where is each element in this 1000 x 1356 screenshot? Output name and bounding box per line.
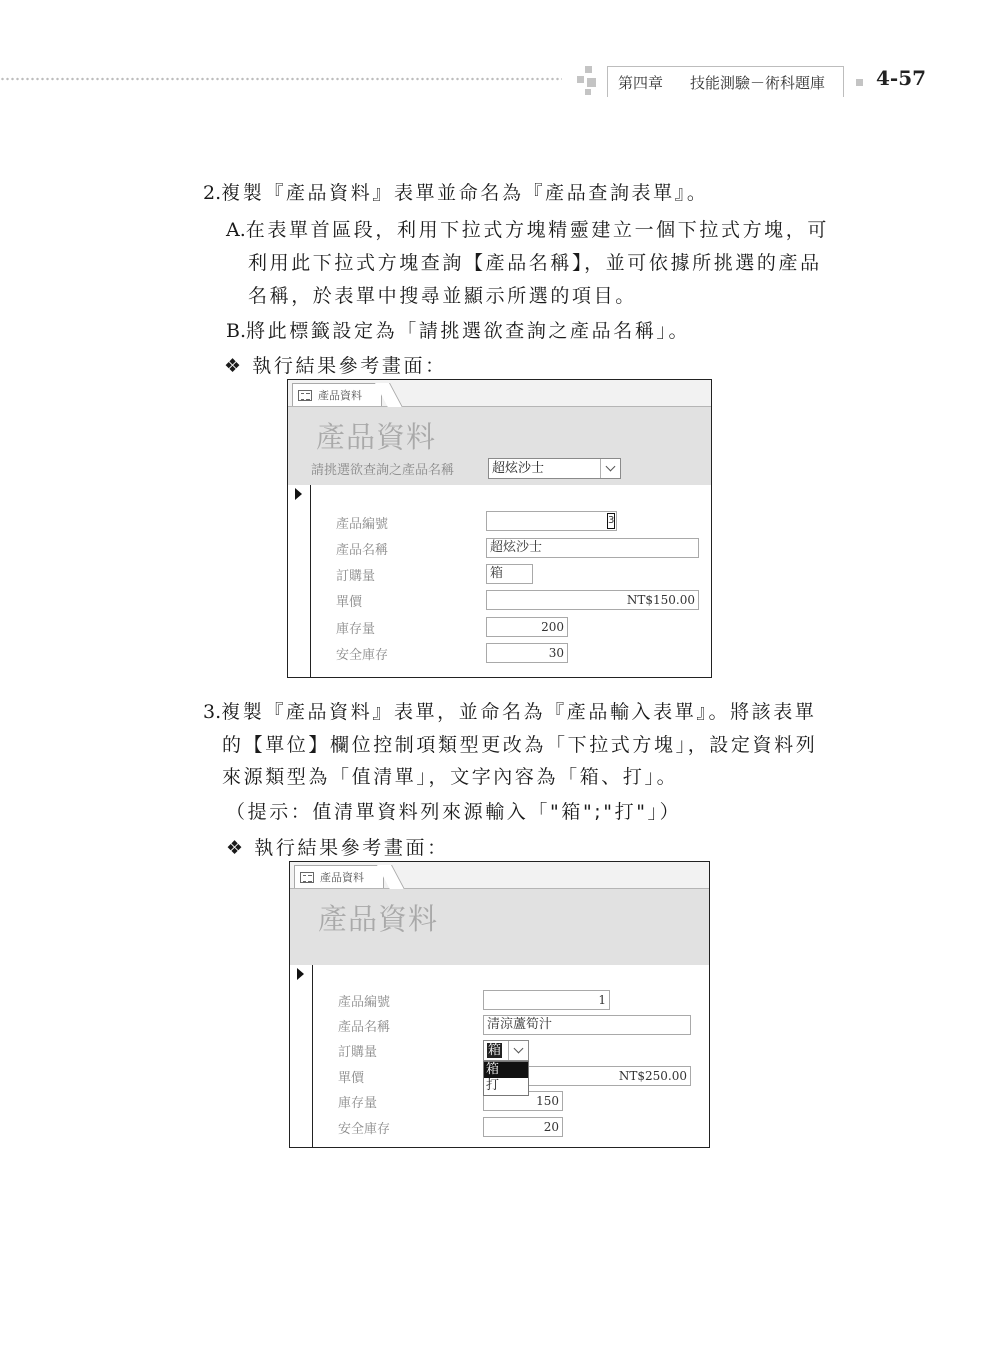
form2-product-id-field[interactable]: 1 (483, 990, 610, 1010)
form1-tab[interactable] (292, 383, 382, 406)
q2-b-line (226, 316, 690, 343)
diamond-bullet-icon: ❖ (224, 355, 253, 377)
form1-label-unit: 訂購量 (336, 569, 376, 584)
form2-product-name-field[interactable]: 清涼蘆筍汁 (483, 1015, 691, 1035)
form-icon (300, 872, 314, 883)
product-query-combo[interactable] (488, 458, 621, 479)
form1-label-safety-stock: 安全庫存 (336, 648, 389, 663)
q2-a-line3: 名稱，於表單中搜尋並顯示所選的項目。 (248, 285, 637, 307)
form2-unit-combo-value: 箱 (488, 1043, 502, 1058)
q3-text1: 複製『產品資料』表單，並命名為『產品輸入表單』。將該表單 (221, 701, 817, 723)
form1-unit-field[interactable]: 箱 (486, 564, 533, 584)
form1-product-id-field[interactable] (486, 511, 617, 531)
q2-b-label: B. (226, 320, 247, 342)
form2-stock-field[interactable]: 150 (483, 1091, 563, 1111)
q3-result-caption (226, 833, 449, 860)
form1-product-name-field[interactable]: 超炫沙士 (486, 538, 699, 558)
form1-query-label: 請挑選欲查詢之產品名稱 (311, 463, 455, 478)
form-icon (298, 390, 312, 401)
form2-tab[interactable] (294, 865, 384, 888)
chevron-down-icon[interactable] (600, 459, 620, 478)
q2-title-text: 複製『產品資料』表單並命名為『產品查詢表單』。 (221, 182, 709, 204)
chapter-label: 第四章 (618, 73, 664, 92)
form2-record-selector[interactable] (290, 965, 313, 1148)
form1-safety-stock-field[interactable]: 30 (486, 643, 568, 663)
form2-label-stock: 庫存量 (338, 1096, 378, 1111)
running-header (607, 66, 843, 97)
header-square-decoration (856, 79, 863, 86)
q3-line2: 的【單位】欄位控制項類型更改為「下拉式方塊」，設定資料列 (222, 734, 818, 756)
form2-label-product-id: 產品編號 (338, 995, 391, 1010)
form2-header-section (290, 889, 709, 965)
form1-label-price: 單價 (336, 595, 363, 610)
form1-stock-field[interactable]: 200 (486, 617, 568, 637)
q2-result-text: 執行結果參考畫面： (252, 355, 447, 377)
q2-title (203, 178, 708, 205)
form1-price-field[interactable]: NT$150.00 (486, 590, 699, 610)
q3-result-text: 執行結果參考畫面： (254, 837, 449, 859)
form2-label-unit: 訂購量 (338, 1045, 378, 1060)
header-dotted-rule (0, 77, 562, 81)
q3-line1 (203, 697, 816, 724)
q2-a-label: A. (226, 219, 246, 241)
form2-tab-bar (290, 862, 709, 889)
q2-a-text1: 在表單首區段，利用下拉式方塊精靈建立一個下拉式方塊，可 (245, 219, 829, 241)
form1-title: 產品資料 (316, 420, 437, 454)
q3-number: 3. (203, 701, 222, 723)
chevron-down-icon[interactable] (508, 1041, 528, 1060)
form2-tab-label: 產品資料 (320, 871, 364, 884)
q2-a-line2: 利用此下拉式方塊查詢【產品名稱】，並可依據所挑選的產品 (248, 252, 822, 274)
product-query-combo-value: 超炫沙士 (492, 461, 545, 476)
q2-number: 2. (203, 182, 222, 204)
q2-b-text: 將此標籤設定為「請挑選欲查詢之產品名稱」。 (246, 320, 691, 342)
form1-screenshot (287, 379, 712, 678)
header-squares-decoration (574, 66, 598, 96)
diamond-bullet-icon: ❖ (226, 837, 255, 859)
form2-label-product-name: 產品名稱 (338, 1020, 391, 1035)
dropdown-option[interactable]: 箱 (484, 1062, 528, 1078)
form1-header-section (288, 407, 711, 485)
form1-record-selector[interactable] (288, 485, 311, 678)
book-title: 技能測驗－術科題庫 (690, 73, 826, 92)
form1-product-id-value: 3 (607, 513, 615, 529)
q2-a-line1 (226, 215, 829, 242)
form2-safety-stock-field[interactable]: 20 (483, 1117, 563, 1137)
q3-line3: 來源類型為「值清單」，文字內容為「箱、打」。 (222, 766, 679, 788)
unit-dropdown-list (483, 1061, 529, 1096)
form2-unit-combo[interactable] (483, 1040, 529, 1061)
form1-tab-label: 產品資料 (318, 389, 362, 402)
form1-tab-bar (288, 380, 711, 407)
header-divider (843, 66, 844, 97)
form2-title: 產品資料 (318, 902, 439, 936)
current-record-icon (297, 968, 304, 980)
dropdown-option[interactable]: 打 (486, 1078, 500, 1093)
form2-label-price: 單價 (338, 1071, 365, 1086)
q2-result-caption (224, 351, 447, 378)
current-record-icon (295, 488, 302, 500)
form1-label-stock: 庫存量 (336, 622, 376, 637)
q3-hint: （提示：值清單資料列來源輸入「"箱";"打"」） (226, 801, 682, 823)
form2-label-safety-stock: 安全庫存 (338, 1122, 391, 1137)
page-number: 4-57 (876, 66, 927, 90)
form1-label-product-id: 產品編號 (336, 517, 389, 532)
form2-screenshot (289, 861, 710, 1148)
form2-price-field[interactable]: NT$250.00 (483, 1066, 691, 1086)
form1-label-product-name: 產品名稱 (336, 543, 389, 558)
